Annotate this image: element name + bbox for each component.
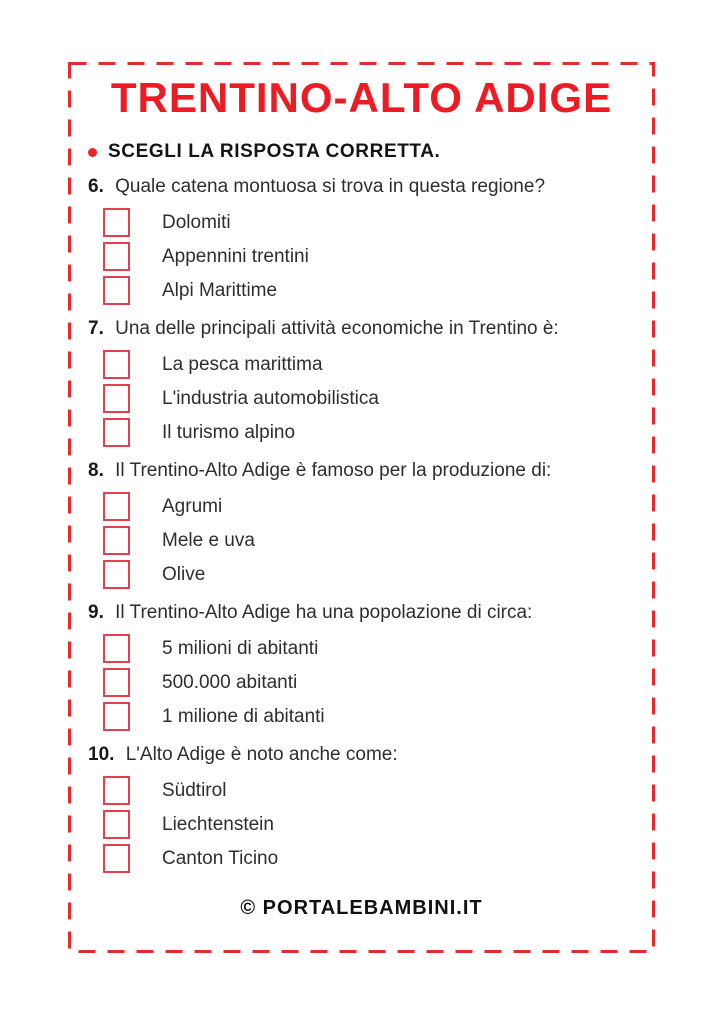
options-list: [88, 208, 635, 305]
question-header: [88, 316, 635, 342]
option-label: Liechtenstein: [162, 813, 274, 835]
checkbox[interactable]: [103, 384, 130, 413]
question-number: 10.: [88, 744, 120, 765]
checkbox[interactable]: [103, 208, 130, 237]
checkbox[interactable]: [103, 526, 130, 555]
option-row[interactable]: [88, 242, 635, 271]
option-row[interactable]: [88, 668, 635, 697]
option-label: Appennini trentini: [162, 245, 309, 267]
options-list: [88, 492, 635, 589]
option-row[interactable]: [88, 208, 635, 237]
option-row[interactable]: [88, 702, 635, 731]
options-list: [88, 776, 635, 873]
checkbox[interactable]: [103, 634, 130, 663]
option-row[interactable]: [88, 776, 635, 805]
question-text: Quale catena montuosa si trova in questa regione?: [115, 176, 546, 197]
bullet-icon: [88, 148, 97, 157]
question-block: [88, 600, 635, 731]
option-label: L'industria automobilistica: [162, 387, 379, 409]
question-number: 8.: [88, 460, 110, 481]
question-text: Il Trentino-Alto Adige ha una popolazione di circa:: [115, 602, 533, 623]
option-label: 1 milione di abitanti: [162, 705, 325, 727]
question-header: [88, 458, 635, 484]
option-row[interactable]: [88, 384, 635, 413]
checkbox[interactable]: [103, 810, 130, 839]
checkbox[interactable]: [103, 560, 130, 589]
option-label: Alpi Marittime: [162, 279, 278, 301]
option-label: Olive: [162, 563, 206, 585]
question-number: 6.: [88, 176, 110, 197]
question-header: [88, 600, 635, 626]
checkbox[interactable]: [103, 350, 130, 379]
checkbox[interactable]: [103, 242, 130, 271]
worksheet-content: [68, 62, 655, 953]
option-label: 5 milioni di abitanti: [162, 637, 319, 659]
options-list: [88, 634, 635, 731]
option-label: Canton Ticino: [162, 847, 279, 869]
option-row[interactable]: [88, 634, 635, 663]
page-title: TRENTINO-ALTO ADIGE: [110, 74, 613, 121]
question-text: Una delle principali attività economiche in Trentino è:: [115, 318, 559, 339]
option-row[interactable]: [88, 844, 635, 873]
checkbox[interactable]: [103, 702, 130, 731]
checkbox[interactable]: [103, 418, 130, 447]
option-label: Südtirol: [162, 779, 227, 801]
instruction-text: SCEGLI LA RISPOSTA CORRETTA.: [108, 141, 441, 162]
option-row[interactable]: [88, 810, 635, 839]
option-label: Agrumi: [162, 495, 223, 517]
question-header: [88, 742, 635, 768]
checkbox[interactable]: [103, 276, 130, 305]
question-number: 7.: [88, 318, 110, 339]
option-row[interactable]: [88, 526, 635, 555]
checkbox[interactable]: [103, 844, 130, 873]
checkbox[interactable]: [103, 668, 130, 697]
instruction-line: [88, 141, 635, 163]
option-row[interactable]: [88, 560, 635, 589]
option-row[interactable]: [88, 418, 635, 447]
question-number: 9.: [88, 602, 110, 623]
question-header: [88, 174, 635, 200]
question-block: [88, 458, 635, 589]
question-block: [88, 316, 635, 447]
option-label: Il turismo alpino: [162, 421, 296, 443]
option-label: 500.000 abitanti: [162, 671, 298, 693]
option-row[interactable]: [88, 492, 635, 521]
checkbox[interactable]: [103, 492, 130, 521]
option-row[interactable]: [88, 276, 635, 305]
checkbox[interactable]: [103, 776, 130, 805]
footer-credit: © PORTALEBAMBINI.IT: [240, 897, 483, 919]
option-label: Mele e uva: [162, 529, 255, 551]
option-label: Dolomiti: [162, 211, 231, 233]
option-row[interactable]: [88, 350, 635, 379]
option-label: La pesca marittima: [162, 353, 323, 375]
options-list: [88, 350, 635, 447]
question-text: L'Alto Adige è noto anche come:: [125, 744, 398, 765]
questions-list: [88, 174, 635, 873]
question-text: Il Trentino-Alto Adige è famoso per la produzione di:: [115, 460, 552, 481]
question-block: [88, 742, 635, 873]
question-block: [88, 174, 635, 305]
